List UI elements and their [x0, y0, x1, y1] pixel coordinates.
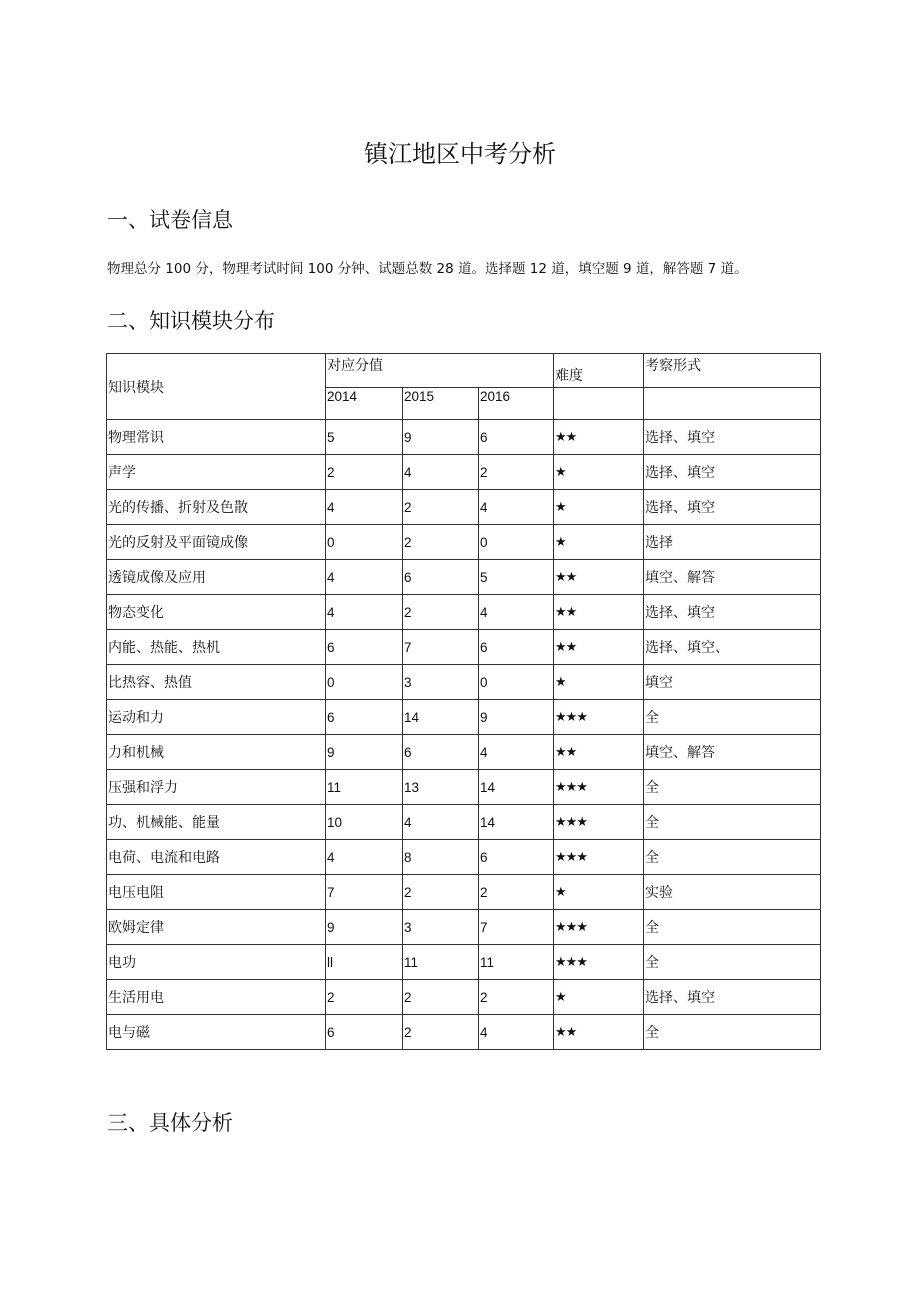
cell-form: 全	[644, 700, 821, 735]
cell-difficulty: ★★	[554, 630, 644, 665]
cell-score-2016: 0	[479, 665, 554, 700]
cell-score-2015: 6	[403, 560, 479, 595]
cell-module: 光的传播、折射及色散	[107, 490, 326, 525]
cell-difficulty: ★	[554, 455, 644, 490]
cell-form: 选择、填空	[644, 420, 821, 455]
cell-form: 选择、填空	[644, 595, 821, 630]
table-row	[107, 770, 821, 805]
table-row	[107, 595, 821, 630]
cell-score-2014: 4	[326, 560, 403, 595]
table-row	[107, 840, 821, 875]
cell-module: 电与磁	[107, 1015, 326, 1050]
cell-module: 功、机械能、能量	[107, 805, 326, 840]
cell-form: 全	[644, 770, 821, 805]
cell-module: 压强和浮力	[107, 770, 326, 805]
cell-difficulty: ★	[554, 525, 644, 560]
cell-score-2014: 2	[326, 980, 403, 1015]
cell-score-2014: 0	[326, 665, 403, 700]
cell-score-2014: 4	[326, 595, 403, 630]
cell-score-2015: 9	[403, 420, 479, 455]
cell-module: 欧姆定律	[107, 910, 326, 945]
table-header-row	[107, 354, 821, 388]
cell-score-2016: 2	[479, 980, 554, 1015]
section-heading-exam-info: 一、试卷信息	[107, 208, 233, 232]
cell-module: 电功	[107, 945, 326, 980]
cell-score-2016: 11	[479, 945, 554, 980]
cell-score-2015: 3	[403, 910, 479, 945]
cell-difficulty: ★★★	[554, 700, 644, 735]
cell-module: 内能、热能、热机	[107, 630, 326, 665]
table-row	[107, 805, 821, 840]
section-heading-analysis: 三、具体分析	[107, 1111, 233, 1135]
cell-module: 声学	[107, 455, 326, 490]
table-row	[107, 980, 821, 1015]
table-row	[107, 665, 821, 700]
header-empty-form	[644, 388, 821, 420]
cell-difficulty: ★	[554, 490, 644, 525]
cell-form: 选择、填空	[644, 490, 821, 525]
table-row	[107, 560, 821, 595]
cell-form: 全	[644, 805, 821, 840]
cell-score-2015: 7	[403, 630, 479, 665]
cell-score-2015: 8	[403, 840, 479, 875]
cell-score-2015: 3	[403, 665, 479, 700]
cell-score-2016: 4	[479, 1015, 554, 1050]
exam-info-text: 物理总分 100 分，物理考试时间 100 分钟、试题总数 28 道。选择题 12 道，填空题 9 道，解答题 7 道。	[107, 261, 748, 277]
header-empty-difficulty	[554, 388, 644, 420]
cell-score-2015: 2	[403, 980, 479, 1015]
table-row	[107, 875, 821, 910]
cell-score-2014: 4	[326, 840, 403, 875]
cell-score-2014: 7	[326, 875, 403, 910]
header-year-2016: 2016	[479, 388, 554, 420]
header-scores: 对应分值	[326, 354, 554, 388]
cell-module: 比热容、热值	[107, 665, 326, 700]
cell-difficulty: ★	[554, 980, 644, 1015]
cell-difficulty: ★★★	[554, 945, 644, 980]
table-row	[107, 490, 821, 525]
table-row	[107, 945, 821, 980]
cell-form: 全	[644, 910, 821, 945]
cell-module: 电荷、电流和电路	[107, 840, 326, 875]
cell-score-2015: 2	[403, 525, 479, 560]
cell-form: 填空、解答	[644, 560, 821, 595]
page-title: 镇江地区中考分析	[364, 140, 556, 168]
cell-form: 全	[644, 1015, 821, 1050]
cell-form: 选择、填空	[644, 455, 821, 490]
cell-module: 运动和力	[107, 700, 326, 735]
cell-form: 填空	[644, 665, 821, 700]
cell-difficulty: ★★★	[554, 910, 644, 945]
cell-score-2016: 4	[479, 735, 554, 770]
cell-score-2016: 14	[479, 770, 554, 805]
cell-module: 透镜成像及应用	[107, 560, 326, 595]
cell-difficulty: ★★	[554, 735, 644, 770]
cell-score-2016: 9	[479, 700, 554, 735]
cell-score-2016: 4	[479, 490, 554, 525]
cell-score-2016: 5	[479, 560, 554, 595]
cell-form: 全	[644, 840, 821, 875]
cell-score-2015: 11	[403, 945, 479, 980]
cell-difficulty: ★★★	[554, 805, 644, 840]
cell-score-2016: 6	[479, 840, 554, 875]
table-row	[107, 910, 821, 945]
cell-score-2015: 14	[403, 700, 479, 735]
cell-score-2014: 0	[326, 525, 403, 560]
cell-form: 选择、填空	[644, 980, 821, 1015]
cell-score-2015: 4	[403, 805, 479, 840]
cell-score-2014: 6	[326, 630, 403, 665]
table-row	[107, 420, 821, 455]
cell-form: 全	[644, 945, 821, 980]
cell-score-2014: 10	[326, 805, 403, 840]
cell-score-2014: ll	[326, 945, 403, 980]
cell-score-2015: 2	[403, 875, 479, 910]
cell-score-2014: 2	[326, 455, 403, 490]
cell-score-2016: 2	[479, 875, 554, 910]
header-difficulty: 难度	[554, 354, 644, 388]
cell-difficulty: ★★	[554, 595, 644, 630]
table-row	[107, 735, 821, 770]
cell-score-2016: 2	[479, 455, 554, 490]
cell-score-2014: 9	[326, 735, 403, 770]
cell-score-2014: 6	[326, 1015, 403, 1050]
cell-difficulty: ★★	[554, 1015, 644, 1050]
cell-form: 实验	[644, 875, 821, 910]
cell-module: 电压电阻	[107, 875, 326, 910]
cell-score-2015: 4	[403, 455, 479, 490]
cell-form: 选择、填空、	[644, 630, 821, 665]
cell-score-2014: 11	[326, 770, 403, 805]
cell-score-2014: 4	[326, 490, 403, 525]
cell-difficulty: ★	[554, 665, 644, 700]
cell-score-2015: 6	[403, 735, 479, 770]
cell-difficulty: ★	[554, 875, 644, 910]
header-module: 知识模块	[107, 354, 326, 420]
table-row	[107, 455, 821, 490]
cell-score-2016: 6	[479, 630, 554, 665]
cell-difficulty: ★★	[554, 560, 644, 595]
cell-form: 选择	[644, 525, 821, 560]
cell-score-2016: 0	[479, 525, 554, 560]
table-row	[107, 1015, 821, 1050]
cell-module: 力和机械	[107, 735, 326, 770]
table-row	[107, 700, 821, 735]
cell-module: 物态变化	[107, 595, 326, 630]
cell-difficulty: ★★★	[554, 770, 644, 805]
header-year-2015: 2015	[403, 388, 479, 420]
header-year-2014: 2014	[326, 388, 403, 420]
cell-score-2014: 5	[326, 420, 403, 455]
cell-difficulty: ★★★	[554, 840, 644, 875]
table-row	[107, 630, 821, 665]
cell-module: 物理常识	[107, 420, 326, 455]
cell-score-2015: 2	[403, 595, 479, 630]
cell-form: 填空、解答	[644, 735, 821, 770]
section-heading-knowledge-modules: 二、知识模块分布	[107, 309, 275, 333]
cell-score-2016: 4	[479, 595, 554, 630]
table-row	[107, 525, 821, 560]
cell-score-2014: 9	[326, 910, 403, 945]
cell-module: 光的反射及平面镜成像	[107, 525, 326, 560]
cell-score-2014: 6	[326, 700, 403, 735]
cell-score-2015: 2	[403, 1015, 479, 1050]
cell-score-2016: 6	[479, 420, 554, 455]
cell-score-2016: 7	[479, 910, 554, 945]
cell-difficulty: ★★	[554, 420, 644, 455]
knowledge-module-table	[106, 353, 821, 1050]
cell-score-2015: 13	[403, 770, 479, 805]
header-form: 考察形式	[644, 354, 821, 388]
cell-score-2015: 2	[403, 490, 479, 525]
cell-score-2016: 14	[479, 805, 554, 840]
cell-module: 生活用电	[107, 980, 326, 1015]
